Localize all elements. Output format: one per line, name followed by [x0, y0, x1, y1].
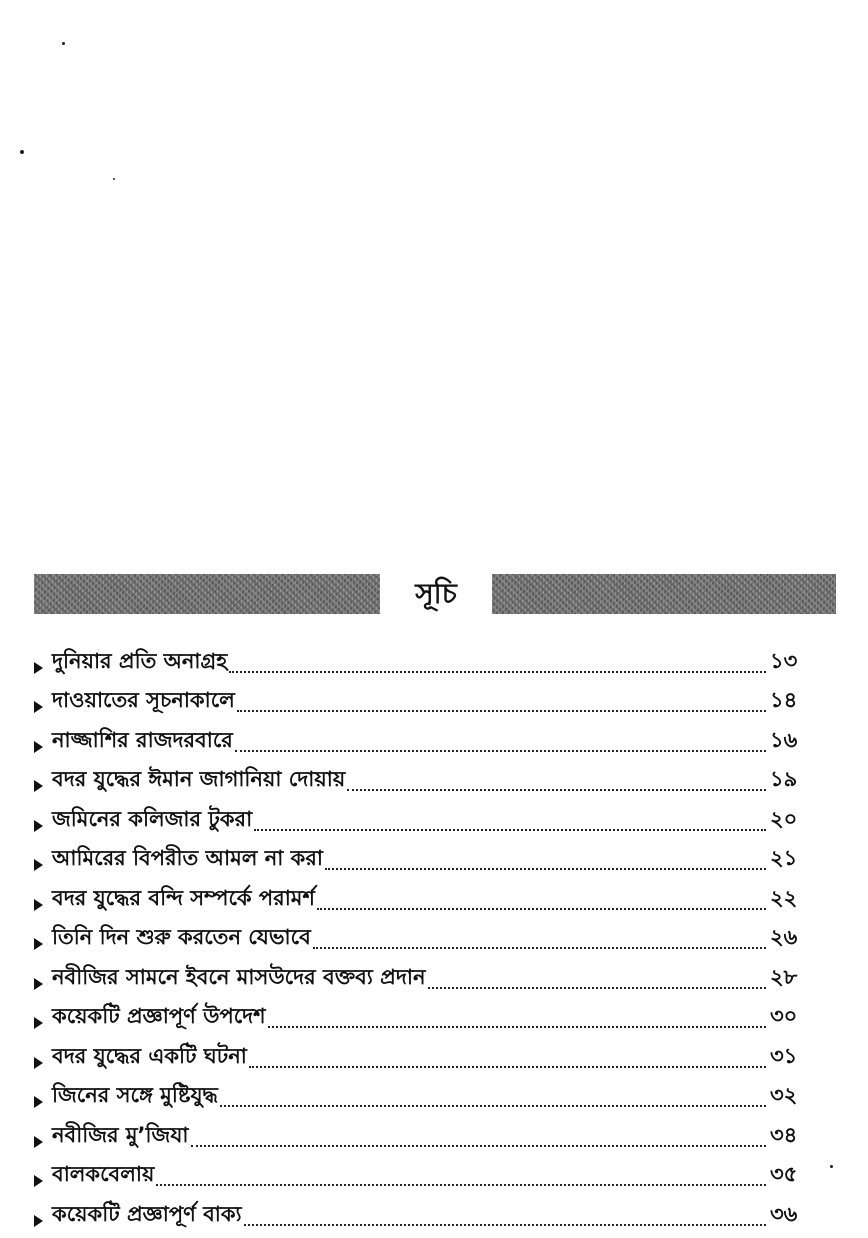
dot-leader [244, 1224, 766, 1226]
toc-entry[interactable] [34, 721, 814, 761]
scan-speck [20, 150, 24, 154]
toc-entry-title: দাওয়াতের সূচনাকালে [52, 688, 235, 712]
dot-leader [428, 987, 766, 989]
toc-entry[interactable] [34, 879, 814, 919]
dot-leader [220, 1105, 766, 1107]
toc-entry-title: নবীজির মু’জিযা [52, 1122, 189, 1147]
toc-entry-page: ২৮ [770, 964, 798, 989]
bullet-icon [34, 1057, 43, 1069]
toc-entry-title: নবীজির সামনে ইবনে মাসউদের বক্তব্য প্রদান [52, 964, 426, 989]
toc-entry-page: ২০ [770, 806, 798, 831]
bullet-icon [34, 938, 43, 950]
toc-entry-title: জমিনের কলিজার টুকরা [52, 806, 253, 831]
toc-entry-page: ১৪ [770, 688, 798, 712]
bullet-icon [34, 1215, 43, 1227]
bullet-icon [34, 1136, 43, 1148]
toc-entry[interactable] [34, 998, 814, 1038]
toc-entry-title: বালকবেলায় [52, 1162, 155, 1186]
dot-leader [254, 829, 766, 831]
dot-leader [347, 789, 766, 791]
heading-title: সূচি [415, 577, 457, 610]
toc-entry[interactable] [34, 1195, 814, 1235]
toc-entry-title: তিনি দিন শুরু করতেন যেভাবে [52, 925, 311, 949]
toc-entry-page: ১৬ [770, 727, 798, 752]
toc-entry-page: ৩১ [770, 1043, 798, 1068]
toc-entry-page: ১৩ [770, 648, 798, 673]
bullet-icon [34, 741, 43, 753]
toc-entry[interactable] [34, 1077, 814, 1117]
toc-entry[interactable] [34, 919, 814, 959]
toc-entry[interactable] [34, 642, 814, 682]
bullet-icon [34, 662, 43, 674]
toc-entry[interactable] [34, 1156, 814, 1196]
toc-entry-page: ১৯ [770, 767, 798, 791]
dot-leader [229, 671, 766, 673]
toc-list [34, 642, 814, 1235]
scan-speck [62, 42, 65, 45]
dot-leader [313, 947, 766, 949]
bullet-icon [34, 1017, 43, 1029]
scan-speck [113, 178, 115, 180]
toc-entry-title: বদর যুদ্ধের বন্দি সম্পর্কে পরামর্শ [52, 885, 315, 910]
toc-entry-title: নাজ্জাশির রাজদরবারে [52, 727, 233, 752]
dot-leader [156, 1184, 766, 1186]
toc-entry-page: ২৬ [770, 925, 798, 949]
bullet-icon [34, 780, 43, 792]
bullet-icon [34, 820, 43, 832]
bullet-icon [34, 978, 43, 990]
toc-entry[interactable] [34, 1037, 814, 1077]
toc-entry-page: ৩২ [770, 1083, 798, 1107]
toc-entry[interactable] [34, 958, 814, 998]
toc-entry-page: ২২ [770, 885, 798, 910]
toc-entry-page: ৩৫ [770, 1162, 798, 1186]
toc-entry-page: ৩৬ [770, 1201, 798, 1226]
bullet-icon [34, 1096, 43, 1108]
bullet-icon [34, 899, 43, 911]
dot-leader [237, 710, 766, 712]
toc-entry[interactable] [34, 761, 814, 801]
dot-leader [268, 1026, 766, 1028]
toc-entry-title: জিনের সঙ্গে মুষ্টিযুদ্ধ [52, 1083, 218, 1107]
scan-speck [830, 1165, 833, 1168]
toc-heading [34, 572, 836, 616]
toc-entry-page: ৩৪ [770, 1122, 798, 1147]
toc-entry[interactable] [34, 800, 814, 840]
dot-leader [191, 1145, 766, 1147]
dot-leader [317, 908, 766, 910]
bullet-icon [34, 859, 43, 871]
toc-entry-title: বদর যুদ্ধের একটি ঘটনা [52, 1043, 247, 1068]
toc-entry-page: ৩০ [770, 1004, 798, 1028]
heading-bar-left [34, 574, 380, 614]
toc-entry-page: ২১ [770, 846, 798, 870]
bullet-icon [34, 1175, 43, 1187]
dot-leader [325, 868, 766, 870]
toc-entry-title: কয়েকটি প্রজ্ঞাপূর্ণ বাক্য [52, 1201, 242, 1226]
dot-leader [235, 750, 766, 752]
toc-entry[interactable] [34, 682, 814, 722]
toc-entry-title: দুনিয়ার প্রতি অনাগ্রহ [52, 648, 228, 673]
toc-entry[interactable] [34, 1116, 814, 1156]
toc-entry-title: কয়েকটি প্রজ্ঞাপূর্ণ উপদেশ [52, 1004, 266, 1028]
toc-entry-title: বদর যুদ্ধের ঈমান জাগানিয়া দোয়ায় [52, 767, 346, 791]
heading-bar-right [492, 574, 836, 614]
dot-leader [249, 1066, 766, 1068]
bullet-icon [34, 701, 43, 713]
toc-entry-title: আমিরের বিপরীত আমল না করা [52, 846, 323, 870]
toc-entry[interactable] [34, 840, 814, 880]
